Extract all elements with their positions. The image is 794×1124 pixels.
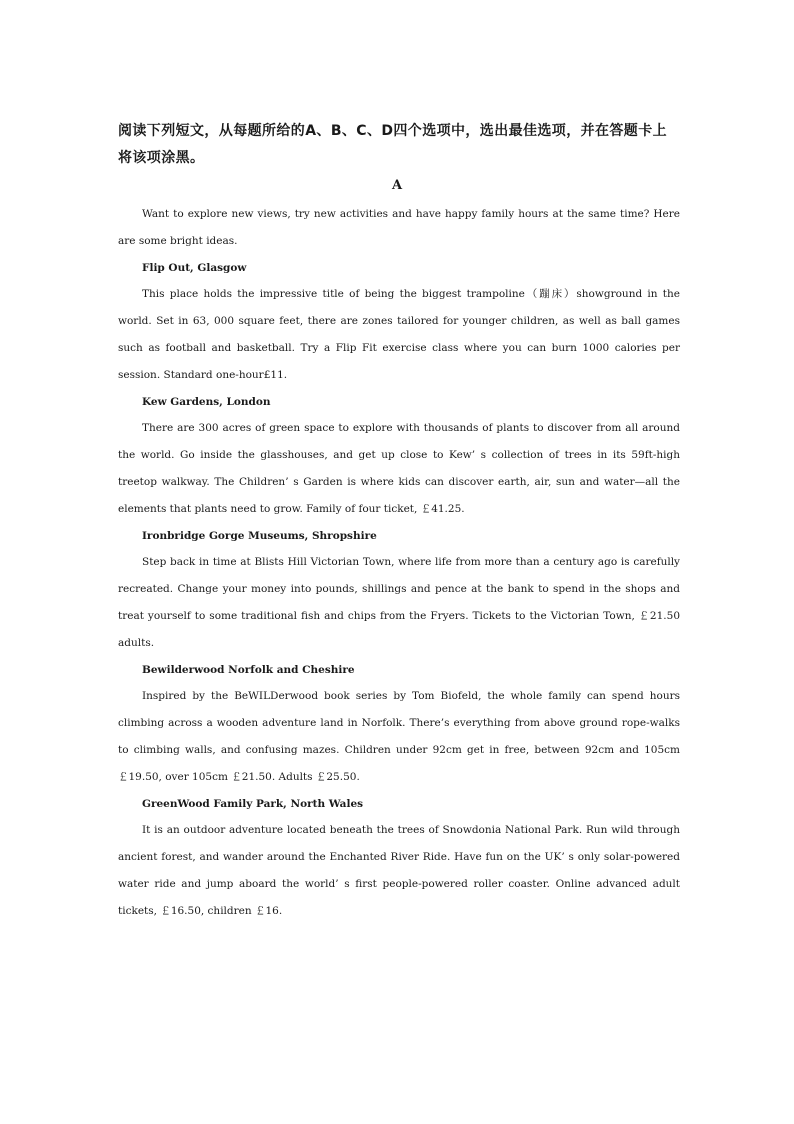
section-text-ironbridge: Step back in time at Blists Hill Victorian Town, where life from more than a century ago is carefully recreated. Change your money into pounds, shillings and pence at the bank to spend in the shops and treat yourself to some traditional fish and chips from the Fryers. Tickets to the Victorian Town, ￡21.50 adults. xyxy=(118,556,680,649)
section-heading-flip-out: Flip Out, Glasgow xyxy=(142,261,247,274)
passage-intro: Want to explore new views, try new activities and have happy family hours at the same time? Here are some bright ideas. xyxy=(118,208,680,247)
exam-instructions: 阅读下列短文，从每题所给的A、B、C、D四个选项中，选出最佳选项，并在答题卡上将该项涂黑。 xyxy=(118,123,667,166)
passage-label: A xyxy=(391,178,403,193)
section-text-flip-out: This place holds the impressive title of being the biggest trampoline（蹦床）showground in the world. Set in 63, 000 square feet, there are zones tailored for younger children, as well as ball games such as football and basketball. Try a Flip Fit exercise class where you can burn 1000 calories per session. Standard one-hour£11. xyxy=(118,288,680,381)
section-text-bewilderwood: Inspired by the BeWILDerwood book series by Tom Biofeld, the whole family can spend hours climbing across a wooden adventure land in Norfolk. There’s everything from above ground rope-walks to climbing walls, and confusing mazes. Children under 92cm get in free, between 92cm and 105cm ￡19.50, over 105cm ￡21.50. Adults ￡25.50. xyxy=(118,690,680,783)
section-heading-ironbridge: Ironbridge Gorge Museums, Shropshire xyxy=(142,529,377,542)
section-heading-kew-gardens: Kew Gardens, London xyxy=(142,395,271,408)
section-text-kew-gardens: There are 300 acres of green space to explore with thousands of plants to discover from all around the world. Go inside the glasshouses, and get up close to Kew’ s collection of trees in its 59ft-high treetop walkway. The Children’ s Garden is where kids can discover earth, air, sun and water—all the elements that plants need to grow. Family of four ticket, ￡41.25. xyxy=(118,422,680,515)
passage-body xyxy=(118,201,680,925)
section-heading-greenwood: GreenWood Family Park, North Wales xyxy=(142,797,364,810)
section-text-greenwood: It is an outdoor adventure located beneath the trees of Snowdonia National Park. Run wild through ancient forest, and wander around the Enchanted River Ride. Have fun on the UK’ s only solar-powered water ride and jump aboard the world’ s first people-powered roller coaster. Online advanced adult tickets, ￡16.50, children ￡16. xyxy=(118,824,680,917)
section-heading-bewilderwood: Bewilderwood Norfolk and Cheshire xyxy=(142,663,355,676)
